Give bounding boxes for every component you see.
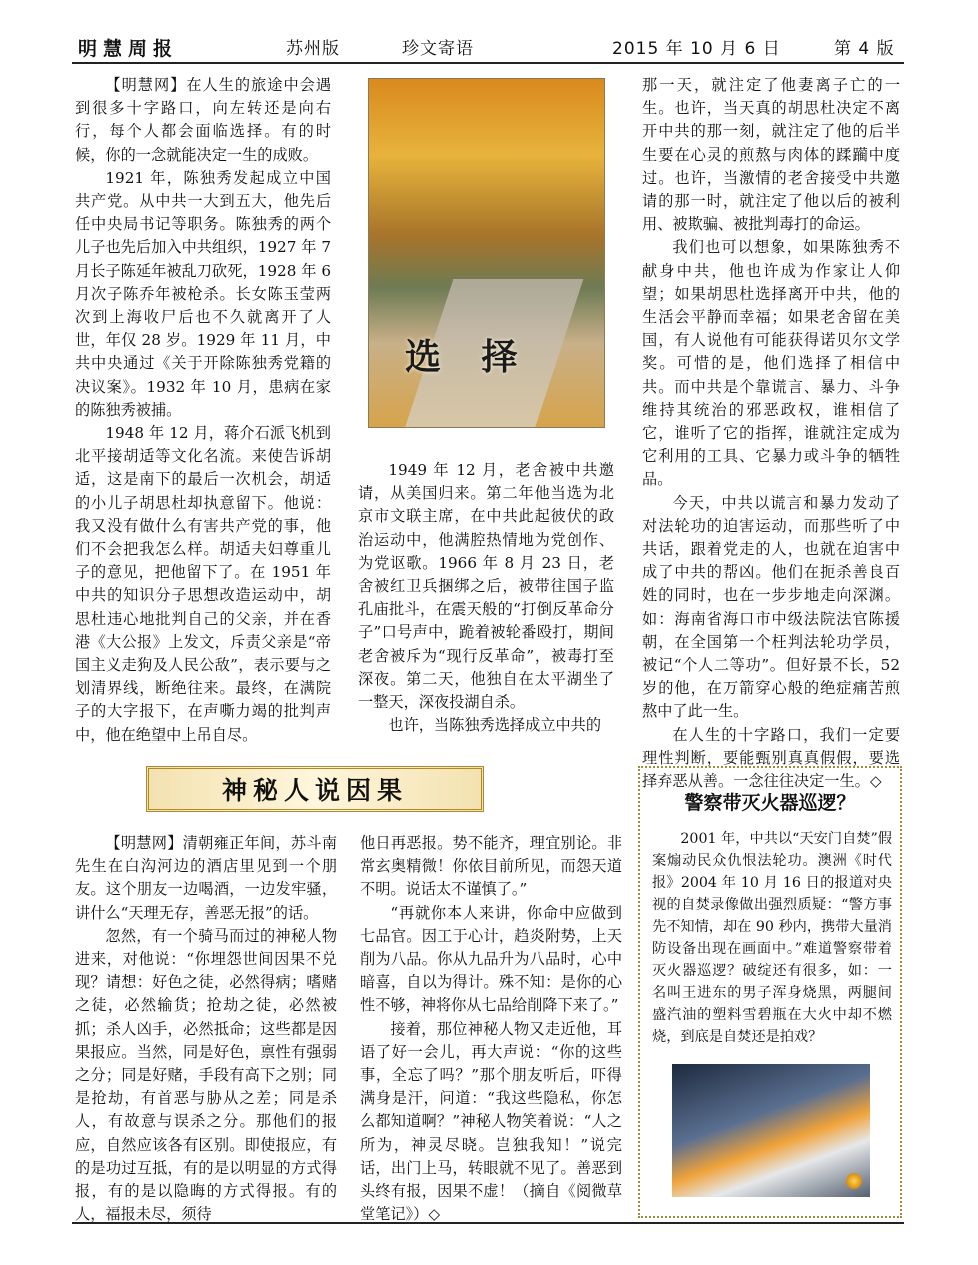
channel-logo-icon — [846, 1173, 862, 1189]
sidebar-title: 警察带灭火器巡逻？ — [684, 792, 856, 814]
paragraph: 1949 年 12 月，老舍被中共邀请，从美国归来。第二年他当选为北京市文联主席，在中共此起彼伏的政治运动中，他满腔热情地为党创作、为党讴歌。1966 年 8 月 23 日，老舍被红卫兵捆绑之后，被带往国子监孔庙批斗，在震天般的“打倒反革命分子”口号声中，跪着被轮番殴打，期间老舍被斥为“现行反革命”，被毒打至深夜。第二天，他独自在太平湖坐了一整天，深夜投湖自杀。 — [358, 461, 614, 712]
paragraph: 1948 年 12 月，蒋介石派飞机到北平接胡适等文化名流。来使告诉胡适，这是南下的最后一次机会，胡适的小儿子胡思杜却执意留下。他说：我又没有做什么有害共产党的事，他们不会把我怎么样。胡适夫妇尊重儿子的意见，把他留下了。在 1951 年中共的知识分子思想改造运动中，胡思杜违心地批判自己的父亲，并在香港《大公报》上发文，斥责父亲是“帝国主义走狗及人民公敌”，表示要与之划清界线，断绝往来。最终，在满院子的大字报下，在声嘶力竭的批判声中，他在绝望中上吊自尽。 — [75, 424, 331, 744]
article-choice-column-1 — [75, 74, 331, 747]
paragraph: 忽然，有一个骑马而过的神秘人物进来，对他说：“你埋怨世间因果不兑现？请想：好色之徒，必然得病；嗜赌之徒，必然输货；抢劫之徒，必然被抓；杀人凶手，必然抵命；这些都是因果报应。当然，同是好色，禀性有强弱之分；同是好赌，手段有高下之别；同是抢劫，有首恶与胁从之差；同是杀人，有故意与误杀之分。那他们的报应，自然应该各有区别。即使报应，有的是功过互抵，有的是以明显的方式得报，有的是以隐晦的方式得报。有的人，福报未尽，须待 — [75, 926, 337, 1224]
sidebar-fire-extinguisher-box — [638, 766, 902, 1218]
paragraph: 他日再恶报。势不能齐，理宜别论。非常玄奥精微！你依目前所见，而怨天道不明。说话太不谨慎了。” — [360, 834, 622, 899]
footer-rule — [72, 1222, 904, 1224]
paragraph: 今天，中共以谎言和暴力发动了对法轮功的迫害运动，而那些听了中共话，跟着党走的人，也就在迫害中成了中共的帮凶。他们在扼杀善良百姓的同时，也在一步步地走向深渊。如：海南省海口市中级法院法官陈援朝，在全国第一个枉判法轮功学员，被记“个人二等功”。但好景不长，52 岁的他，在万箭穿心般的绝症痛苦煎熬中了此一生。 — [642, 493, 900, 721]
paragraph: 那一天，就注定了他妻离子亡的一生。也许，当天真的胡思杜决定不离开中共的那一刻，就注定了他的后半生要在心灵的煎熬与肉体的蹂躏中度过。也许，当激情的老舍接受中共邀请的那一时，就注定了他以后的被利用、被欺骗、被批判毒打的命运。 — [642, 76, 900, 234]
masthead: 明慧周报 — [78, 38, 179, 60]
paragraph: 接着，那位神秘人物又走近他，耳语了好一会儿，再大声说：“你的这些事，全忘了吗？”那个朋友听后，吓得满身是汗，问道：“我这些隐私，你怎么都知道啊？”神秘人物笑着说：“人之所为，神灵尽晓。岂独我知！”说完话，出门上马，转眼就不见了。善恶到头终有报，因果不虚！（摘自《阅微草堂笔记》）◇ — [360, 1019, 622, 1224]
paragraph: 1921 年，陈独秀发起成立中国共产党。从中共一大到五大，他先后任中央局书记等职务。陈独秀的两个儿子也先后加入中共组织，1927 年 7 月长子陈延年被乱刀砍死，1928 年 6 月次子陈乔年被枪杀。长女陈玉莹两次到上海收尸后也不久就离开了人世，年仅 28 岁。1929 年 11 月，中共中央通过《关于开除陈独秀党籍的决议案》。1932 年 10 月，患病在家的陈独秀被捕。 — [75, 168, 331, 419]
article-karma-column-2 — [360, 832, 622, 1226]
section-label: 珍文寄语 — [402, 39, 474, 59]
page-header — [72, 34, 904, 60]
paragraph: 在人生的十字路口，我们一定要理性判断，要能甄别真真假假，要选择弃恶从善。一念往往决定一生。◇ — [642, 725, 900, 791]
article-choice-column-2 — [358, 459, 614, 737]
paragraph: “再就你本人来讲，你命中应做到七品官。因工于心计，趋炎附势，上天削为八品。你从九品升为八品时，心中暗喜，自以为得计。殊不知：是你的心性不够，神将你从七品给削降下来了。” — [360, 903, 622, 1015]
article-karma-banner — [146, 766, 484, 812]
banner-title: 神秘人说因果 — [221, 776, 408, 805]
paragraph: 【明慧网】在人生的旅途中会遇到很多十字路口，向左转还是向右行，每个人都会面临选择。有的时候，你的一念就能决定一生的成败。 — [75, 76, 331, 164]
issue-date: 2015 年 10 月 6 日 — [612, 39, 781, 59]
header-rule — [72, 62, 904, 64]
paragraph: 【明慧网】清朝雍正年间，苏斗南先生在白沟河边的酒店里见到一个朋友。这个朋友一边喝酒，一边发牢骚，讲什么“天理无存，善恶无报”的话。 — [75, 834, 337, 922]
paragraph: 2001 年，中共以“天安门自焚”假案煽动民众仇恨法轮功。澳洲《时代报》2004 年 10 月 16 日的报道对央视的自焚录像做出强烈质疑：“警方事先不知情，却在 90 秒内，携带大量消防设备出现在画面中。”难道警察带着灭火器巡逻？破绽还有很多，如：一名叫王进东的男子浑身烧黑，两腿间盛汽油的塑料雪碧瓶在大火中却不燃烧，到底是自焚还是拍戏？ — [652, 831, 892, 1045]
article-karma-column-1 — [75, 832, 337, 1226]
paragraph: 我们也可以想象，如果陈独秀不献身中共，他也许成为作家让人仰望；如果胡思杜选择离开中共，他的生活会平静而幸福；如果老舍留在美国，有人说他有可能获得诺贝尔文学奖。可惜的是，他们选择了相信中共。而中共是个靠谎言、暴力、斗争维持其统治的邪恶政权，谁相信了它，谁听了它的指挥，谁就注定成为它利用的工具、它暴力或斗争的牺牲品。 — [642, 238, 900, 489]
self-immolation-photo — [672, 1064, 870, 1197]
sidebar-body — [652, 828, 892, 1048]
paragraph: 也许，当陈独秀选择成立中共的 — [388, 716, 602, 735]
edition-label: 苏州版 — [286, 39, 340, 59]
page-number: 第 4 版 — [834, 39, 895, 59]
autumn-road-photo — [368, 78, 605, 428]
article-choice-column-3 — [642, 74, 900, 793]
image-title: 选 择 — [405, 337, 532, 378]
